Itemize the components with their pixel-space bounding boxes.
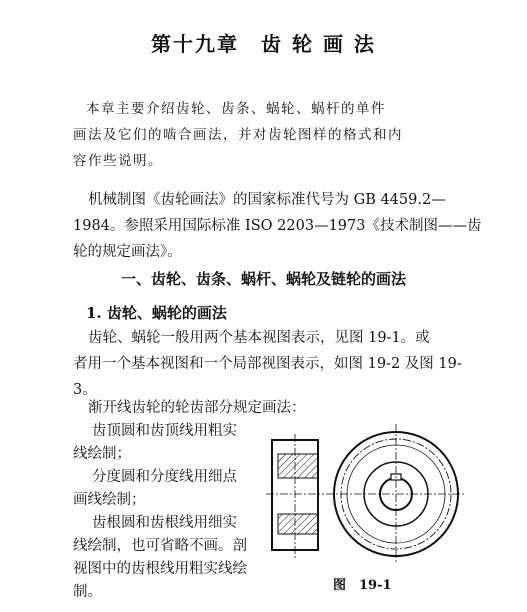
rules-intro: 渐开线齿轮的轮齿部分规定画法：	[88, 400, 306, 416]
rule-line: 齿根圆和齿根线用细实	[92, 515, 237, 531]
rule-line: 制。	[73, 584, 102, 600]
intro-line: 本章主要介绍齿轮、齿条、蜗轮、蜗杆的单件	[86, 101, 386, 117]
rule-line: 视图中的齿根线用粗实线绘	[73, 561, 247, 577]
rule-line: 线绘制；	[73, 446, 131, 462]
rule-line: 线绘制，也可省略不画。剖	[73, 538, 247, 554]
rule-line: 分度圆和分度线用细点	[92, 469, 237, 485]
gear-section-view	[266, 434, 324, 558]
standard-para-line: 机械制图《齿轮画法》的国家标准代号为 GB 4459.2—	[88, 192, 446, 208]
standard-para-line: 1984。参照采用国际标准 ISO 2203—1973《技术制图——齿	[73, 218, 482, 234]
body-para-line: 齿轮、蜗轮一般用两个基本视图表示，见图 19-1。或	[88, 330, 430, 346]
rule-line: 齿顶圆和齿顶线用粗实	[92, 423, 237, 439]
intro-line: 容作些说明。	[73, 153, 163, 169]
chapter-title: 第十九章 齿 轮 画 法	[151, 32, 376, 56]
figure-caption: 图 19-1	[333, 578, 392, 593]
rule-line: 画线绘制；	[73, 492, 146, 508]
standard-para-line: 轮的规定画法》。	[73, 244, 182, 260]
gear-front-view	[326, 424, 466, 564]
subsection-heading: 1. 齿轮、蜗轮的画法	[86, 304, 227, 322]
gear-figure	[258, 418, 488, 568]
intro-line: 画法及它们的啮合画法，并对齿轮图样的格式和内	[73, 127, 403, 143]
section-heading: 一、齿轮、齿条、蜗杆、蜗轮及链轮的画法	[120, 270, 406, 288]
body-para-line: 3。	[73, 382, 97, 398]
body-para-line: 者用一个基本视图和一个局部视图表示，如图 19-2 及图 19-	[73, 356, 462, 372]
